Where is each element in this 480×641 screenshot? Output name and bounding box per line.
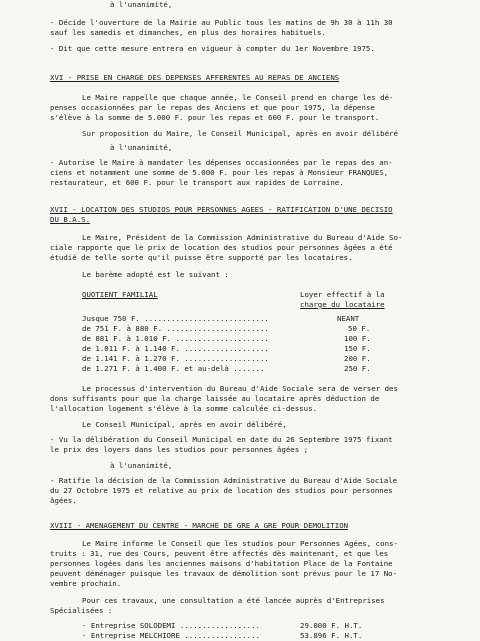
bid-entreprise: - Entreprise SOLODEMI .................. <box>82 621 260 630</box>
text-line: étudié de telle sorte qu'il puisse être supporté par les locataires. <box>50 253 353 262</box>
bid-amount: 53.896 F. H.T. <box>300 631 363 640</box>
table-header-loyer-cont: charge du locataire <box>300 300 385 309</box>
table-row-quotient: de 1.011 F. à 1.140 F. ................... <box>82 344 269 353</box>
text-line: dons suffisants pour que la charge laissée au locataire après déduction de <box>50 394 380 403</box>
text-line: vembre prochain. <box>50 579 122 588</box>
text-line: Le Maire, Président de la Commission Administrative du Bureau d'Aide So- <box>82 233 403 242</box>
text-line: le prix des loyers dans les studios pour personnes âgées ; <box>50 445 309 454</box>
text-line: Le processus d'intervention du Bureau d'Aide Sociale sera de verser des <box>82 384 398 393</box>
section-title-xvii: XVII - LOCATION DES STUDIOS POUR PERSONNES AGEES - RATIFICATION D'UNE DECISIO <box>50 205 393 214</box>
text-line: Spécialisées : <box>50 606 113 615</box>
text-line: - Autorise le Maire à mandater les dépenses occasionnées par le repas des an- <box>50 158 393 167</box>
table-row-quotient: Jusque 750 F. ............................ <box>82 314 269 323</box>
text-line: sauf les samedis et dimanches, en plus des horaires habituels. <box>50 28 326 37</box>
text-line: l'allocation logement s'élève à la somme calculée ci-dessus. <box>50 404 317 413</box>
text-line: du 27 Octobre 1975 et relative au prix de location des studios pour personnes <box>50 486 393 495</box>
text-line: - Ratifie la décision de la Commission Administrative du Bureau d'Aide Sociale <box>50 476 398 485</box>
text-line: ciens et notamment une somme de 5.000 F. pour les repas à Monsieur FRANQUES, <box>50 168 389 177</box>
table-header-loyer: Loyer effectif à la <box>300 290 385 299</box>
table-row-loyer: 50 F. <box>348 324 371 333</box>
section-title-xvii-cont: DU B.A.S. <box>50 215 91 224</box>
table-row-loyer: 200 F. <box>344 354 371 363</box>
text-line: âgées. <box>50 496 77 505</box>
text-line: s'élève à la somme de 5.000 F. pour les repas et 600 F. pour le transport. <box>50 113 380 122</box>
text-line: peuvent déménager puisque les travaux de démolition sont prévus pour le 17 No- <box>50 569 398 578</box>
text-line: penses occasionnées par le repas des Anciens et que pour 1975, la dépense <box>50 103 375 112</box>
table-row-loyer: 250 F. <box>344 364 371 373</box>
section-title-xviii: XVIII - AMENAGEMENT DU CENTRE - MARCHE DE GRE A GRE POUR DEMOLITION <box>50 521 349 530</box>
table-row-loyer: 100 F. <box>344 334 371 343</box>
table-row-loyer: 150 F. <box>344 344 371 353</box>
section-title-xvi: XVI - PRISE EN CHARGE DES DEPENSES AFFERENTES AU REPAS DE ANCIENS <box>50 73 340 82</box>
text-line: à l'unanimité, <box>110 0 173 9</box>
text-line: truits : 31, rue des Cours, peuvent être affectés dès maintenant, et que les <box>50 549 389 558</box>
text-line: Le barème adopté est le suivant : <box>82 270 229 279</box>
bid-entreprise: - Entreprise MELCHIORE ................. <box>82 631 260 640</box>
bid-amount: 29.000 F. H.T. <box>300 621 363 630</box>
table-row-quotient: de 881 F. à 1.010 F. ..................... <box>82 334 269 343</box>
text-line: Le Maire rappelle que chaque année, le Conseil prend en charge les dé- <box>82 93 394 102</box>
text-line: - Dit que cette mesure entrera en vigueur à compter du 1er Novembre 1975. <box>50 44 375 53</box>
table-row-quotient: de 751 F. à 880 F. ....................... <box>82 324 269 333</box>
text-line: à l'unanimité, <box>110 461 173 470</box>
table-row-quotient: de 1.271 F. à 1.400 F. et au-delà ....... <box>82 364 265 373</box>
text-line: restaurateur, et 600 F. pour le transport aux rapides de Lorraine. <box>50 178 344 187</box>
table-row-quotient: de 1.141 F. à 1.270 F. ................... <box>82 354 269 363</box>
text-line: Le Maire informe le Conseil que les studios pour Personnes Agées, cons- <box>82 539 398 548</box>
text-line: Sur proposition du Maire, le Conseil Municipal, après en avoir délibéré <box>82 129 398 138</box>
table-row-loyer: NEANT <box>337 314 360 323</box>
text-line: à l'unanimité, <box>110 143 173 152</box>
text-line: - Décide l'ouverture de la Mairie au Public tous les matins de 9h 30 à 11h 30 <box>50 18 393 27</box>
text-line: ciale rapporte que le prix de location des studios pour personnes âgées a été <box>50 243 393 252</box>
text-line: Le Conseil Municipal, après en avoir délibéré, <box>82 420 287 429</box>
text-line: Pour ces travaux, une consultation a été lancée auprès d'Entreprises <box>82 596 385 605</box>
text-line: personnes logées dans les anciennes maisons d'habitation Place de la Fontaine <box>50 559 393 568</box>
table-header-quotient: QUOTIENT FAMILIAL <box>82 290 158 299</box>
text-line: - Vu la délibération du Conseil Municipal en date du 26 Septembre 1975 fixant <box>50 435 393 444</box>
